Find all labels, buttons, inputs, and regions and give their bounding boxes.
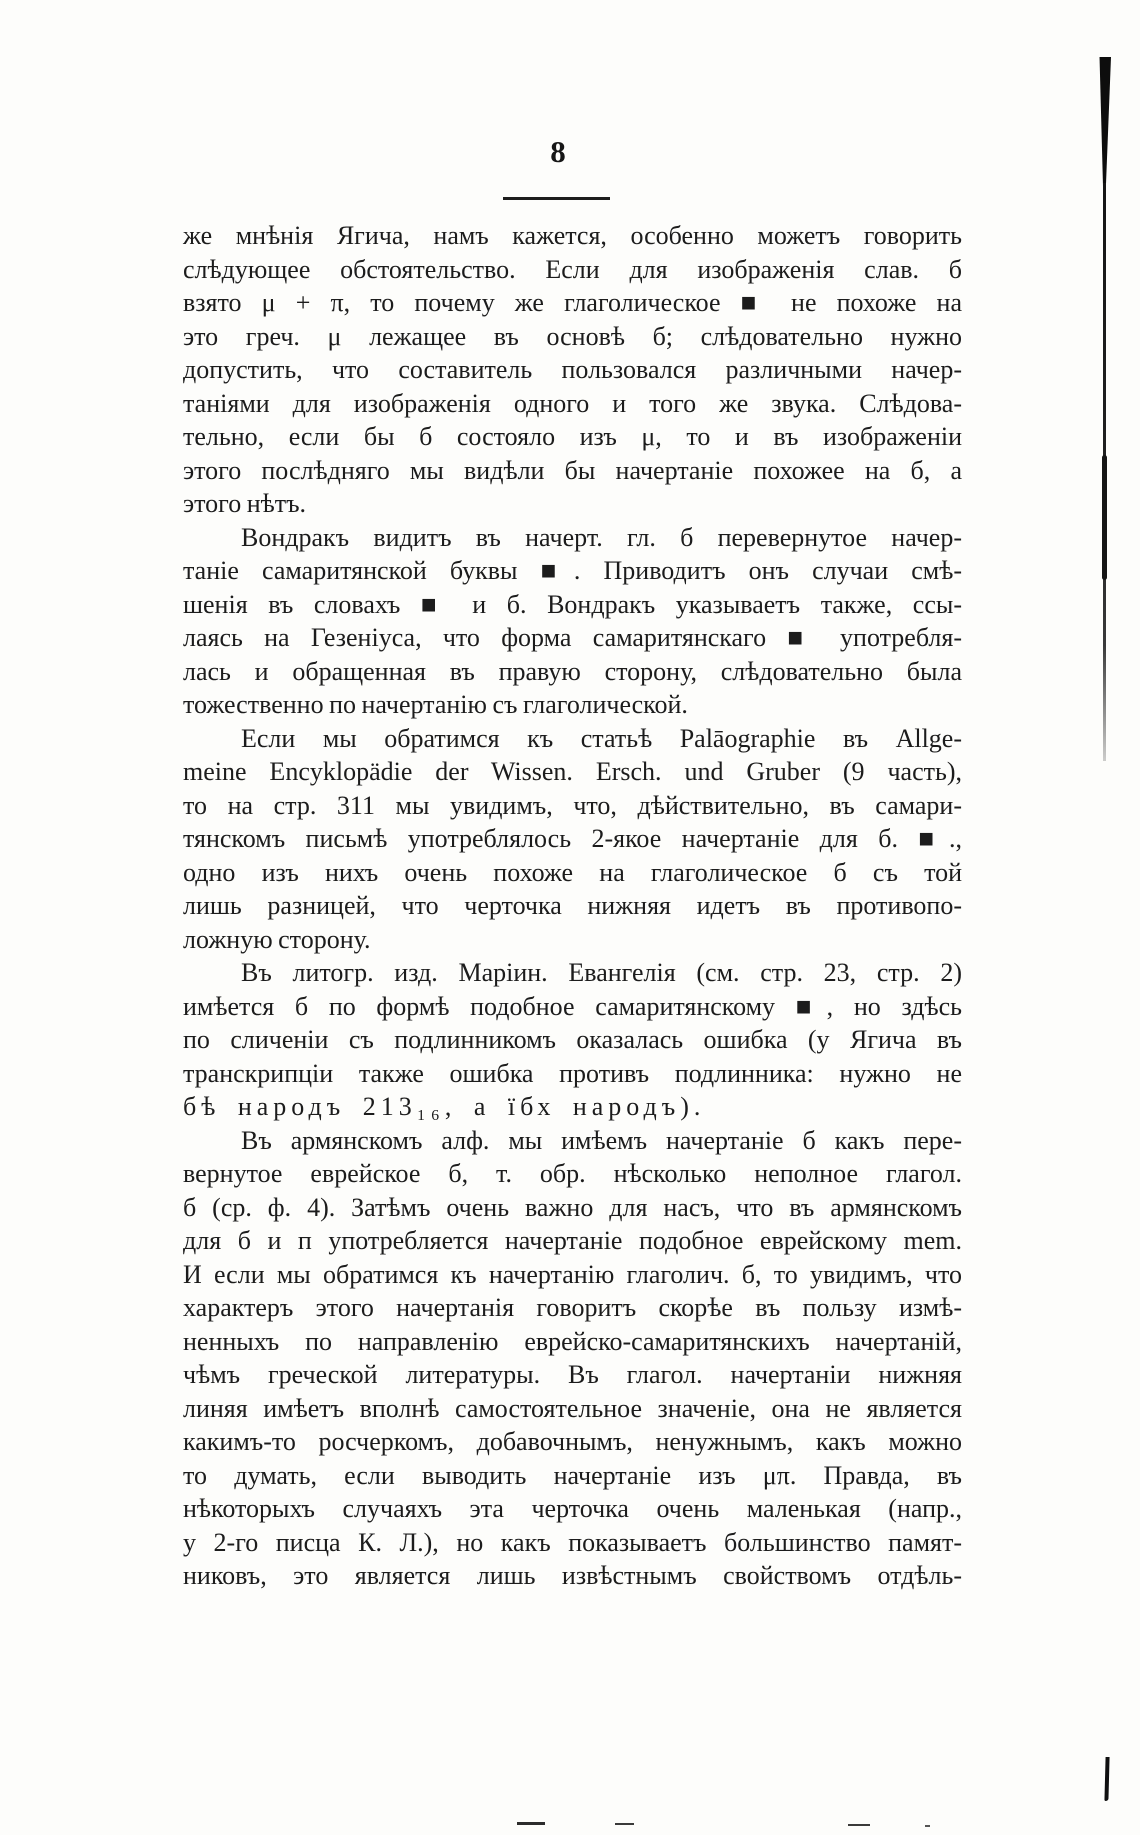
- text-line-26: транскрипціи также ошибка противъ подлинника: нужно не: [183, 1058, 962, 1088]
- text-line-6: таніями для изображенія одного и того же звука. Слѣдова-: [183, 388, 962, 418]
- text-line-36: линяя имѣетъ вполнѣ самостоятельное значеніе, она не является: [183, 1393, 962, 1423]
- scan-artifact-bottom-dash: [517, 1822, 545, 1825]
- text-line-9: этого нѣтъ.: [183, 489, 307, 518]
- text-line-1: же мнѣнія Ягича, намъ кажется, особенно можетъ говорить: [183, 221, 962, 250]
- text-line-3: взято μ + π, то почему же глаголическое ■ не похоже на: [183, 288, 962, 317]
- text-line-8: этого послѣдняго мы видѣли бы начертаніе похожее на б, а: [183, 455, 962, 485]
- text-line-39: нѣкоторыхъ случаяхъ эта черточка очень маленькая (напр.,: [183, 1494, 962, 1523]
- text-line-15: тожественно по начертанію съ глаголической.: [183, 690, 688, 719]
- text-line-22: ложную сторону.: [183, 924, 371, 954]
- scan-artifact-top-right-wedge: [1097, 57, 1111, 192]
- text-line-17: meine Encyklopädie der Wissen. Ersch. und Gruber (9 часть),: [183, 757, 962, 786]
- text-line-23: Въ литогр. изд. Маріин. Евангелія (см. стр. 23, стр. 2): [241, 958, 962, 987]
- text-line-29: вернутое еврейское б, т. обр. нѣсколько неполное глагол.: [183, 1159, 962, 1188]
- text-line-40: у 2-го писца К. Л.), но какъ показываетъ большинство памят-: [183, 1527, 962, 1557]
- text-line-32: И если мы обратимся къ начертанію глаголич. б, то увидимъ, что: [183, 1259, 962, 1289]
- scan-artifact-right-edge-blob: [1102, 455, 1107, 580]
- text-line-12: шенія въ словахъ ■ и б. Вондракъ указываетъ также, ссы-: [183, 589, 962, 619]
- text-line-31: для б и п употребляется начертаніе подобное еврейскому mem.: [183, 1226, 962, 1255]
- text-line-21: лишь разницей, что черточка нижняя идетъ въ противопо-: [183, 891, 962, 920]
- scan-artifact-bottom-right-tick: [1104, 1757, 1109, 1801]
- text-line-34: ненныхъ по направленію еврейско-самаритянскихъ начертаній,: [183, 1326, 962, 1356]
- text-line-10: Вондракъ видитъ въ начерт. гл. б перевернутое начер-: [241, 522, 962, 552]
- text-line-4: это греч. μ лежащее въ основѣ б; слѣдовательно нужно: [183, 321, 962, 351]
- page-number-rule: [503, 197, 610, 200]
- text-line-24: имѣется б по формѣ подобное самаритянскому ■, но здѣсь: [183, 991, 962, 1021]
- text-line-18: то на стр. 311 мы увидимъ, что, дѣйствительно, въ самари-: [183, 790, 962, 820]
- text-line-2: слѣдующее обстоятельство. Если для изображенія слав. б: [183, 254, 962, 284]
- scan-artifact-bottom-dash: [615, 1823, 634, 1825]
- text-line-14: лась и обращенная въ правую сторону, слѣдовательно была: [183, 656, 962, 686]
- page-number: 8: [550, 134, 566, 169]
- text-line-5: допустить, что составитель пользовался различными начер-: [183, 355, 962, 384]
- text-line-27: бѣ народъ 213₁₆, а їбх народъ).: [183, 1092, 706, 1121]
- scan-artifact-bottom-dot: [925, 1825, 930, 1827]
- text-line-20: одно изъ нихъ очень похоже на глаголическое б съ той: [183, 857, 962, 887]
- text-line-37: какимъ-то росчеркомъ, добавочнымъ, ненужнымъ, какъ можно: [183, 1427, 962, 1456]
- text-line-7: тельно, если бы б состояло изъ μ, то и въ изображеніи: [183, 422, 962, 451]
- text-line-38: то думать, если выводить начертаніе изъ μπ. Правда, въ: [183, 1460, 962, 1490]
- text-line-11: таніе самаритянской буквы ■. Приводитъ онъ случаи смѣ-: [183, 556, 962, 585]
- text-column: [183, 219, 962, 1593]
- text-line-33: характеръ этого начертанія говоритъ скорѣе въ пользу измѣ-: [183, 1293, 962, 1322]
- text-line-30: б (ср. ф. 4). Затѣмъ очень важно для насъ, что въ армянскомъ: [183, 1192, 962, 1222]
- scan-artifact-bottom-dash: [848, 1824, 870, 1826]
- text-line-25: по сличеніи съ подлинникомъ оказалась ошибка (у Ягича въ: [183, 1025, 962, 1054]
- text-line-19: тянскомъ письмѣ употреблялось 2-якое начертаніе для б. ■.,: [183, 824, 962, 853]
- text-line-41: никовъ, это является лишь извѣстнымъ свойствомъ отдѣль-: [183, 1561, 962, 1590]
- text-line-16: Если мы обратимся къ статьѣ Palāographie въ Allge-: [241, 723, 962, 753]
- text-line-35: чѣмъ греческой литературы. Въ глагол. начертаніи нижняя: [183, 1360, 962, 1389]
- text-line-28: Въ армянскомъ алф. мы имѣемъ начертаніе б какъ пере-: [241, 1125, 962, 1155]
- text-line-13: лаясь на Гезеніуса, что форма самаритянскаго ■ употребля-: [183, 623, 962, 652]
